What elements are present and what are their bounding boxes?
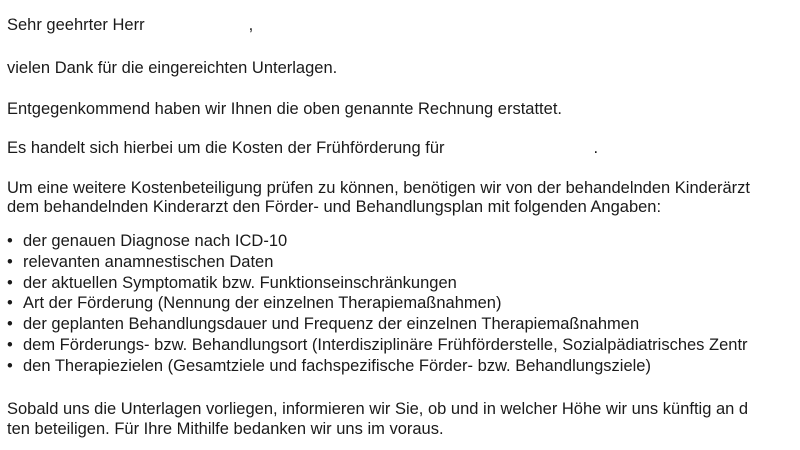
list-item — [7, 314, 748, 335]
letter-body — [7, 0, 800, 450]
list-item-text: dem Förderungs- bzw. Behandlungsort (Interdisziplinäre Frühförderstelle, Sozialpädiatrisches Zentr — [23, 335, 748, 354]
list-item — [7, 273, 748, 294]
requirements-list — [7, 231, 748, 377]
list-item — [7, 335, 748, 356]
list-item-text: der geplanten Behandlungsdauer und Frequenz der einzelnen Therapiemaßnahmen — [23, 315, 640, 334]
bullet-icon: • — [7, 232, 13, 250]
bullet-icon: • — [7, 273, 13, 292]
list-item-text: der genauen Diagnose nach ICD-10 — [23, 232, 288, 250]
bullet-icon: • — [7, 356, 13, 375]
bullet-icon: • — [7, 252, 13, 271]
list-item-text: Art der Förderung (Nennung der einzelnen Therapiemaßnahmen) — [23, 294, 502, 313]
costs-period: . — [593, 139, 599, 157]
salutation-comma: , — [248, 16, 254, 34]
costs-text: Es handelt sich hierbei um die Kosten der Frühförderung für — [7, 139, 445, 157]
list-item-text: relevanten anamnestischen Daten — [23, 252, 274, 271]
list-item-text: der aktuellen Symptomatik bzw. Funktionseinschränkungen — [23, 273, 457, 292]
list-item-text: den Therapiezielen (Gesamtziele und fachspezifische Förder- bzw. Behandlungsziele) — [23, 356, 651, 375]
closing-paragraph-line-1: Sobald uns die Unterlagen vorliegen, informieren wir Sie, ob und in welcher Höhe wir uns künftig an d — [7, 400, 749, 418]
refund-paragraph: Entgegenkommend haben wir Ihnen die oben genannte Rechnung erstattet. — [7, 100, 562, 118]
salutation-line — [7, 15, 253, 35]
request-paragraph-line-1: Um eine weitere Kostenbeteiligung prüfen zu können, benötigen wir von der behandelnden Kinderärzt — [7, 179, 750, 197]
bullet-icon: • — [7, 335, 13, 354]
salutation-text: Sehr geehrter Herr — [7, 16, 145, 34]
request-paragraph-line-2: dem behandelnden Kinderarzt den Förder- und Behandlungsplan mit folgenden Angaben: — [7, 198, 662, 216]
list-item — [7, 356, 748, 377]
bullet-icon: • — [7, 294, 13, 313]
costs-line — [7, 138, 598, 158]
list-item — [7, 252, 748, 273]
closing-paragraph-line-2: ten beteiligen. Für Ihre Mithilfe bedanken wir uns im voraus. — [7, 420, 444, 438]
thanks-paragraph: vielen Dank für die eingereichten Unterlagen. — [7, 59, 338, 77]
list-item — [7, 231, 748, 252]
list-item — [7, 293, 748, 314]
bullet-icon: • — [7, 315, 13, 334]
